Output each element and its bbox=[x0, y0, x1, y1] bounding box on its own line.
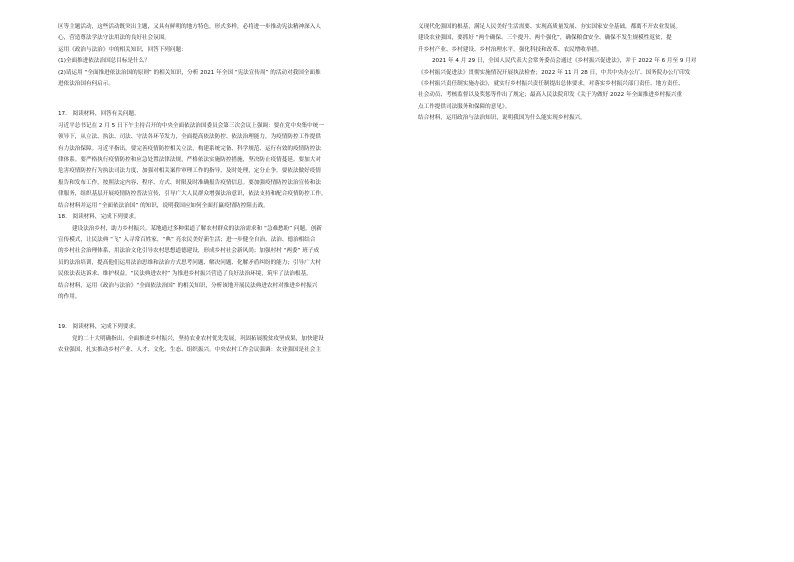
text-line: 区等主题活动，这些活动既突出主题，又具有鲜明的地方特色，形式多样，必将进一步推动宪法精神深入人 bbox=[58, 24, 321, 30]
text-line: 2021 年 4 月 29 日，全国人民代表大会常务委员会通过《乡村振兴促进法》，并于 2022 年 6 月至 9 月对 bbox=[432, 58, 697, 65]
text-line: 结合材料，运用政治与法治知识，说明我国为什么能实现乡村振兴。 bbox=[418, 115, 586, 122]
question-17 bbox=[58, 109, 398, 212]
text-line: 建设农业强国，要抓好 “两个确保、三个提升、两个强化”，确保粮食安全、确保不发生规模性返贫，提 bbox=[418, 35, 672, 42]
spacer bbox=[58, 303, 398, 322]
text-line: (1)全面推进依法治国总目标是什么？ bbox=[58, 58, 150, 65]
text-line: 领导下，从立法、执法、司法、守法各环节发力，全面提高依法防控、依法治理能力，为疫情防控工作提供 bbox=[58, 134, 321, 141]
question-header: 18． 阅读材料，完成下列要求。 bbox=[58, 214, 140, 221]
right-top-block bbox=[418, 22, 748, 56]
text-line: 《乡村振兴促进法》贯彻实施情况开展执法检查；2022 年 11 月 28 日，中共中央办公厅、国务院办公厅印发 bbox=[418, 69, 691, 76]
text-line: 党的二十大明确指出，全面推进乡村振兴，坚持农业农村优先发展，巩固拓展脱贫攻坚成果，加快建设 bbox=[72, 335, 324, 342]
text-line: 的作用。 bbox=[58, 293, 81, 300]
question-18 bbox=[58, 212, 398, 303]
left-column bbox=[58, 22, 398, 357]
text-line: 升乡村产业、乡村建设、乡村治理水平，强化科技和改革、农民增收举措。 bbox=[418, 46, 603, 53]
question-19 bbox=[58, 322, 398, 356]
text-line: 农业强国，扎实推动乡村产业、人才、文化、生态、组织振兴。中央农村工作会议强调：农业强国是社会主 bbox=[58, 347, 321, 354]
question-header: 19． 阅读材料，完成下列要求。 bbox=[58, 324, 140, 331]
text-line: 报告和发布工作，按照法定内容、程序、方式、时限及时准确报告疫情信息。要加强疫情防控法治宣传和法 bbox=[58, 179, 321, 186]
text-line: 习近平总书记在 2 月 5 日下午主持召开的中央全面依法治国委员会第三次会议上强调：要在党中央集中统一 bbox=[58, 122, 324, 129]
text-line: 点工作提供司法服务和保障的意见》。 bbox=[418, 103, 511, 110]
text-line: 员的法治培训，提高他们运用法治思维和法治方式思考问题、解决问题、化解矛盾纠纷的能力；引导广大村 bbox=[58, 259, 321, 266]
left-top-block bbox=[58, 22, 398, 90]
right-column bbox=[418, 22, 748, 125]
text-line: 律体系。要严格执行疫情防控和应急处置法律法规，严格依法实施防控措施，坚决防止疫情蔓延。要加大对 bbox=[58, 157, 321, 164]
question-header: 17． 阅读材料，回答有关问题。 bbox=[58, 111, 140, 118]
text-line: 社会动员、考核监督以及奖惩等作出了规定；最高人民法院印发《关于为做好 2022 年全面推进乡村振兴重 bbox=[418, 92, 682, 99]
text-line: 民依法表达诉求、维护权益。“民法典进农村” 为推进乡村振兴营造了良好法治环境，筑牢了法治根基。 bbox=[58, 271, 312, 278]
right-body-block bbox=[418, 56, 748, 124]
text-line: 心，营造尊法学法守法用法的良好社会氛围。 bbox=[58, 35, 170, 42]
text-line: 危害疫情防控行为执法司法力度，加强对相关案件审理工作的指导，及时处理，定分止争。要依法做好疫情 bbox=[58, 168, 321, 175]
text-line: 的乡村社会治理体系，用法治文化引导农村思想道德建设，形成乡村社会新风尚；加强村村 “两委” 班子成 bbox=[58, 248, 320, 255]
text-line: 律服务，组织基层开展疫情防控普法宣传，引导广大人民群众增强法治意识，依法支持和配合疫情防控工作。 bbox=[58, 191, 327, 198]
text-line: 义现代化强国的根基，满足人民美好生活需要、实现高质量发展、夯实国家安全基础，都离不开农业发展。 bbox=[418, 24, 681, 30]
text-line: (2)请运用 “全面推进依法治国的原则” 的相关知识，分析 2021 年全国 “宪法宣传周” 的活动对我国全面推 bbox=[58, 69, 321, 76]
text-line: 建设法治乡村，助力乡村振兴。某地通过多种渠道了解农村群众的法治需求和 “急难愁盼” 问题，创新 bbox=[72, 225, 322, 232]
text-line: 《乡村振兴责任制实施办法》，就实行乡村振兴责任制提出总体要求，对落实乡村振兴部门责任、地方责任、 bbox=[418, 81, 684, 88]
spacer bbox=[58, 90, 398, 109]
text-line: 结合材料，运用《政治与法治》“全面依法治国” 的相关知识，分析该地开展民法典进农村对推进乡村振兴 bbox=[58, 282, 318, 289]
text-line: 宣传模式，让民法典 “飞” 入寻常百姓家，“典” 亮农民美好新生活；进一步健全自治、法治、德治相结合 bbox=[58, 236, 316, 243]
text-line: 有力法治保障。习近平指出，要完善疫情防控相关立法，构建系统完备、科学规范、运行有效的疫情防控法 bbox=[58, 145, 321, 152]
text-line: 结合材料并运用 “全面依法治国” 的知识，说明我国应如何全面打赢疫情防控阻击战。 bbox=[58, 202, 269, 209]
text-line: 运用《政治与法治》中的相关知识，回答下列问题： bbox=[58, 46, 187, 53]
text-line: 进依法治国有何启示。 bbox=[58, 81, 114, 88]
